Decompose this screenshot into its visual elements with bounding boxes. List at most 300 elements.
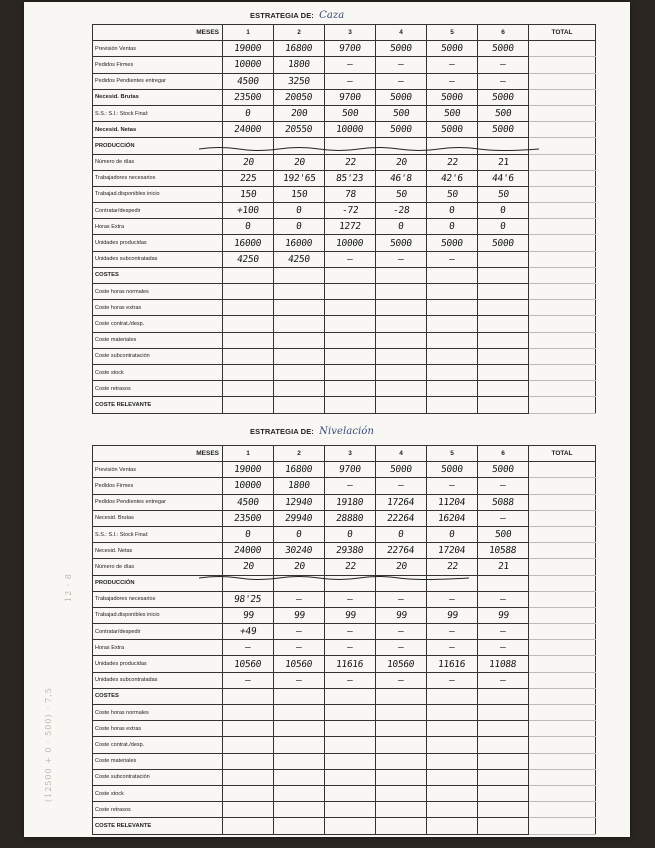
cell-month-4	[376, 73, 427, 89]
handwritten-value: 10000	[335, 124, 365, 136]
cell-month-4	[376, 105, 427, 121]
row-label: Pedidos Firmes	[93, 478, 223, 494]
cell-month-4	[376, 802, 427, 818]
cell-month-3	[325, 656, 376, 672]
handwritten-value: —	[295, 626, 303, 638]
cell-total	[529, 737, 596, 753]
cell-month-6	[478, 721, 529, 737]
row-label: Coste contrat./desp.	[93, 737, 223, 753]
handwritten-value: 11616	[437, 658, 467, 670]
cell-month-5	[427, 219, 478, 235]
handwritten-value: 200	[290, 108, 308, 120]
cell-month-3	[325, 769, 376, 785]
cell-total	[529, 154, 596, 170]
cell-month-3	[325, 203, 376, 219]
handwritten-value: 17264	[386, 496, 416, 508]
row-label: Contratar/despedir	[93, 203, 223, 219]
handwritten-value: —	[397, 674, 405, 686]
cell-total	[529, 769, 596, 785]
cell-month-3	[325, 591, 376, 607]
cell-total	[529, 316, 596, 332]
cell-total	[529, 186, 596, 202]
cell-month-1	[223, 543, 274, 559]
cell-month-2	[274, 381, 325, 397]
cell-month-4	[376, 89, 427, 105]
cell-month-2	[274, 753, 325, 769]
cell-month-3	[325, 737, 376, 753]
cell-total	[529, 624, 596, 640]
cell-month-4	[376, 381, 427, 397]
table-row	[93, 818, 596, 834]
cell-month-3	[325, 364, 376, 380]
handwritten-value: —	[448, 75, 456, 87]
cell-month-6	[478, 219, 529, 235]
cell-month-6	[478, 494, 529, 510]
handwritten-value: —	[448, 593, 456, 605]
cell-total	[529, 672, 596, 688]
cell-month-2	[274, 89, 325, 105]
cell-total	[529, 364, 596, 380]
row-label: Trabajad.disponibles inicio	[93, 607, 223, 623]
cell-total	[529, 251, 596, 267]
cell-month-3	[325, 57, 376, 73]
handwritten-value: 4500	[236, 75, 260, 87]
table-row	[93, 494, 596, 510]
cell-month-6	[478, 688, 529, 704]
cell-month-1	[223, 364, 274, 380]
cell-total	[529, 41, 596, 57]
cell-month-6	[478, 753, 529, 769]
table-row	[93, 73, 596, 89]
handwritten-value: 4250	[287, 253, 311, 265]
cell-month-2	[274, 494, 325, 510]
table-row	[93, 186, 596, 202]
cell-month-4	[376, 753, 427, 769]
month-header-5: 5	[427, 446, 478, 462]
cell-month-3	[325, 235, 376, 251]
cell-month-6	[478, 462, 529, 478]
handwritten-value: —	[499, 75, 507, 87]
cell-month-2	[274, 785, 325, 801]
row-label: Necesid. Netas	[93, 122, 223, 138]
table-row	[93, 478, 596, 494]
cell-month-5	[427, 381, 478, 397]
handwritten-value: —	[346, 626, 354, 638]
handwritten-value: —	[499, 674, 507, 686]
handwritten-value: 5000	[389, 91, 413, 103]
handwritten-value: +100	[236, 205, 260, 217]
cell-month-2	[274, 721, 325, 737]
cell-total	[529, 607, 596, 623]
cell-month-3	[325, 526, 376, 542]
cell-month-2	[274, 462, 325, 478]
table-row	[93, 332, 596, 348]
month-header-3: 3	[325, 25, 376, 41]
cell-month-1	[223, 640, 274, 656]
cell-month-3	[325, 478, 376, 494]
handwritten-value: —	[346, 253, 354, 265]
cell-month-3	[325, 73, 376, 89]
handwritten-value: —	[346, 593, 354, 605]
handwritten-value: —	[346, 642, 354, 654]
handwritten-value: —	[295, 674, 303, 686]
cell-month-4	[376, 186, 427, 202]
cell-month-6	[478, 705, 529, 721]
handwritten-value: 5000	[440, 124, 464, 136]
handwritten-value: 20	[293, 156, 305, 168]
table-row	[93, 219, 596, 235]
handwritten-value: 22264	[386, 512, 416, 524]
table-row	[93, 753, 596, 769]
cell-total	[529, 89, 596, 105]
handwritten-value: 11204	[437, 496, 467, 508]
cell-month-3	[325, 267, 376, 283]
table-row	[93, 624, 596, 640]
row-label: Pedidos Pendientes entregar	[93, 494, 223, 510]
cell-month-1	[223, 397, 274, 413]
cell-month-2	[274, 41, 325, 57]
strategy-name-2: Nivelación	[319, 426, 375, 437]
handwritten-value: 16800	[284, 43, 314, 55]
cell-month-5	[427, 251, 478, 267]
cell-month-1	[223, 170, 274, 186]
cell-total	[529, 526, 596, 542]
total-header: TOTAL	[529, 25, 596, 41]
cell-month-1	[223, 462, 274, 478]
handwritten-value: 22	[344, 156, 356, 168]
cell-month-3	[325, 381, 376, 397]
strategy-title-2	[250, 426, 374, 437]
handwritten-value: 500	[392, 108, 410, 120]
cell-total	[529, 753, 596, 769]
row-label: Coste horas normales	[93, 705, 223, 721]
handwritten-value: 78	[344, 188, 356, 200]
handwritten-value: 16800	[284, 464, 314, 476]
handwritten-value: —	[499, 642, 507, 654]
handwritten-value: 4500	[236, 496, 260, 508]
cell-month-1	[223, 219, 274, 235]
row-label: Unidades subcontratadas	[93, 672, 223, 688]
cell-total	[529, 802, 596, 818]
cell-month-1	[223, 122, 274, 138]
handwritten-value: —	[397, 480, 405, 492]
cell-month-3	[325, 818, 376, 834]
cell-month-6	[478, 624, 529, 640]
cell-month-2	[274, 332, 325, 348]
handwritten-value: 192'65	[282, 172, 316, 184]
cell-month-5	[427, 753, 478, 769]
cell-month-2	[274, 364, 325, 380]
cell-month-2	[274, 316, 325, 332]
cell-total	[529, 462, 596, 478]
cell-month-4	[376, 526, 427, 542]
cell-month-6	[478, 672, 529, 688]
handwritten-value: 19000	[233, 43, 263, 55]
cell-month-1	[223, 251, 274, 267]
handwritten-value: —	[397, 75, 405, 87]
cell-month-3	[325, 543, 376, 559]
cell-month-5	[427, 721, 478, 737]
cell-month-6	[478, 381, 529, 397]
handwritten-value: 10560	[386, 658, 416, 670]
strategy-title-1	[250, 10, 344, 21]
cell-month-6	[478, 478, 529, 494]
handwritten-value: 10588	[488, 545, 518, 557]
table-row	[93, 348, 596, 364]
handwritten-value: 99	[242, 609, 254, 621]
cell-month-6	[478, 300, 529, 316]
cell-month-6	[478, 73, 529, 89]
handwritten-value: 17204	[437, 545, 467, 557]
handwritten-value: —	[448, 626, 456, 638]
cell-total	[529, 122, 596, 138]
handwritten-value: —	[346, 59, 354, 71]
worksheet-page	[24, 2, 630, 837]
row-label: Pedidos Pendientes entregar	[93, 73, 223, 89]
handwritten-value: 98'25	[233, 593, 263, 605]
handwritten-value: 3250	[287, 75, 311, 87]
cell-month-4	[376, 300, 427, 316]
table-row	[93, 462, 596, 478]
handwritten-value: —	[499, 59, 507, 71]
cell-month-3	[325, 186, 376, 202]
cell-month-6	[478, 607, 529, 623]
cell-month-1	[223, 591, 274, 607]
cell-month-5	[427, 769, 478, 785]
cell-month-6	[478, 284, 529, 300]
cell-month-6	[478, 348, 529, 364]
cell-month-1	[223, 769, 274, 785]
cell-month-2	[274, 478, 325, 494]
cell-total	[529, 640, 596, 656]
handwritten-value: —	[346, 75, 354, 87]
cell-month-5	[427, 559, 478, 575]
cell-month-1	[223, 721, 274, 737]
cell-month-4	[376, 494, 427, 510]
cell-month-4	[376, 284, 427, 300]
cell-month-2	[274, 300, 325, 316]
cell-month-6	[478, 105, 529, 121]
table-row	[93, 543, 596, 559]
handwritten-value: —	[499, 512, 507, 524]
cell-month-6	[478, 591, 529, 607]
cell-total	[529, 235, 596, 251]
cell-month-4	[376, 656, 427, 672]
handwritten-value: 5000	[389, 43, 413, 55]
cell-month-6	[478, 154, 529, 170]
cell-month-4	[376, 672, 427, 688]
table-row	[93, 721, 596, 737]
cell-month-1	[223, 41, 274, 57]
cell-total	[529, 284, 596, 300]
cell-month-1	[223, 89, 274, 105]
cell-month-4	[376, 818, 427, 834]
handwritten-value: 10000	[335, 237, 365, 249]
cell-month-1	[223, 818, 274, 834]
handwritten-value: 99	[395, 609, 407, 621]
cell-total	[529, 219, 596, 235]
cell-month-1	[223, 284, 274, 300]
cell-month-4	[376, 57, 427, 73]
cell-month-5	[427, 170, 478, 186]
cell-month-6	[478, 364, 529, 380]
handwritten-value: 22	[344, 561, 356, 573]
cell-month-4	[376, 316, 427, 332]
cell-month-4	[376, 640, 427, 656]
row-label: Coste horas normales	[93, 284, 223, 300]
cell-month-3	[325, 640, 376, 656]
cell-month-5	[427, 494, 478, 510]
cell-month-4	[376, 251, 427, 267]
cell-month-5	[427, 73, 478, 89]
table-row	[93, 284, 596, 300]
cell-month-6	[478, 543, 529, 559]
cell-month-6	[478, 769, 529, 785]
cell-total	[529, 203, 596, 219]
handwritten-value: —	[448, 59, 456, 71]
cell-month-5	[427, 186, 478, 202]
cell-month-4	[376, 364, 427, 380]
cell-total	[529, 267, 596, 283]
table-row	[93, 559, 596, 575]
month-header-5: 5	[427, 25, 478, 41]
cell-month-4	[376, 235, 427, 251]
cell-month-2	[274, 672, 325, 688]
total-header: TOTAL	[529, 446, 596, 462]
cell-month-1	[223, 494, 274, 510]
table-row	[93, 705, 596, 721]
meses-header: MESES	[93, 25, 223, 41]
cell-month-6	[478, 332, 529, 348]
handwritten-value: 46'8	[389, 172, 413, 184]
cell-month-3	[325, 122, 376, 138]
handwritten-value: 0	[448, 221, 456, 233]
table-row	[93, 300, 596, 316]
cell-month-2	[274, 688, 325, 704]
cell-month-3	[325, 284, 376, 300]
cell-month-5	[427, 656, 478, 672]
handwritten-value: 20	[395, 156, 407, 168]
cell-total	[529, 543, 596, 559]
cell-month-5	[427, 284, 478, 300]
cell-month-1	[223, 381, 274, 397]
cell-month-2	[274, 73, 325, 89]
handwritten-value: 0	[295, 221, 303, 233]
table-row	[93, 235, 596, 251]
cell-month-5	[427, 640, 478, 656]
cell-month-2	[274, 526, 325, 542]
row-label: Horas Extra	[93, 219, 223, 235]
row-label: PRODUCCIÓN	[93, 138, 223, 154]
row-label: Coste horas extras	[93, 300, 223, 316]
cell-month-2	[274, 607, 325, 623]
cell-month-5	[427, 235, 478, 251]
row-label: Coste subcontratación	[93, 769, 223, 785]
cell-month-1	[223, 802, 274, 818]
cell-month-1	[223, 57, 274, 73]
cell-month-1	[223, 624, 274, 640]
table-row	[93, 41, 596, 57]
cell-month-5	[427, 705, 478, 721]
cell-total	[529, 300, 596, 316]
cell-month-1	[223, 478, 274, 494]
handwritten-value: 23500	[233, 512, 263, 524]
cell-month-5	[427, 802, 478, 818]
row-label: Trabajad.disponibles inicio	[93, 186, 223, 202]
cell-total	[529, 494, 596, 510]
cell-month-6	[478, 510, 529, 526]
cell-month-6	[478, 640, 529, 656]
handwritten-value: 24000	[233, 545, 263, 557]
row-label: Necesid. Brutas	[93, 89, 223, 105]
handwritten-value: -28	[392, 205, 410, 217]
cell-total	[529, 656, 596, 672]
cell-month-2	[274, 251, 325, 267]
handwritten-value: —	[397, 626, 405, 638]
cell-month-5	[427, 41, 478, 57]
handwritten-value: 5000	[389, 124, 413, 136]
handwritten-value: 50	[395, 188, 407, 200]
handwritten-value: 20550	[284, 124, 314, 136]
table-row	[93, 316, 596, 332]
cell-month-1	[223, 753, 274, 769]
cell-month-6	[478, 656, 529, 672]
month-header-6: 6	[478, 446, 529, 462]
cell-month-3	[325, 510, 376, 526]
cell-month-5	[427, 818, 478, 834]
cell-month-3	[325, 397, 376, 413]
cell-month-3	[325, 753, 376, 769]
strategy-name-1: Caza	[319, 10, 345, 21]
table-row	[93, 640, 596, 656]
cell-month-6	[478, 785, 529, 801]
cell-month-5	[427, 364, 478, 380]
cell-month-5	[427, 591, 478, 607]
handwritten-value: 1800	[287, 59, 311, 71]
strategy-table-nivelacion	[92, 445, 596, 835]
handwritten-value: —	[499, 480, 507, 492]
cell-month-2	[274, 705, 325, 721]
cell-month-3	[325, 300, 376, 316]
handwritten-value: 10000	[233, 480, 263, 492]
handwritten-value: 22	[446, 561, 458, 573]
handwritten-value: 99	[497, 609, 509, 621]
handwritten-value: 19000	[233, 464, 263, 476]
cell-month-1	[223, 332, 274, 348]
cell-month-6	[478, 57, 529, 73]
handwritten-value: 30240	[284, 545, 314, 557]
cell-month-5	[427, 332, 478, 348]
cell-month-3	[325, 332, 376, 348]
cell-month-2	[274, 559, 325, 575]
cell-total	[529, 397, 596, 413]
handwritten-value: 5000	[491, 237, 515, 249]
month-header-6: 6	[478, 25, 529, 41]
cell-month-5	[427, 510, 478, 526]
cell-month-4	[376, 267, 427, 283]
handwritten-value: 0	[448, 529, 456, 541]
cell-month-5	[427, 462, 478, 478]
cell-month-1	[223, 559, 274, 575]
row-label: Coste materiales	[93, 753, 223, 769]
cell-month-6	[478, 186, 529, 202]
table-row	[93, 154, 596, 170]
row-label: COSTE RELEVANTE	[93, 397, 223, 413]
cell-month-4	[376, 41, 427, 57]
handwritten-value: —	[397, 59, 405, 71]
row-label: Trabajadores necesarios	[93, 591, 223, 607]
cell-month-1	[223, 267, 274, 283]
